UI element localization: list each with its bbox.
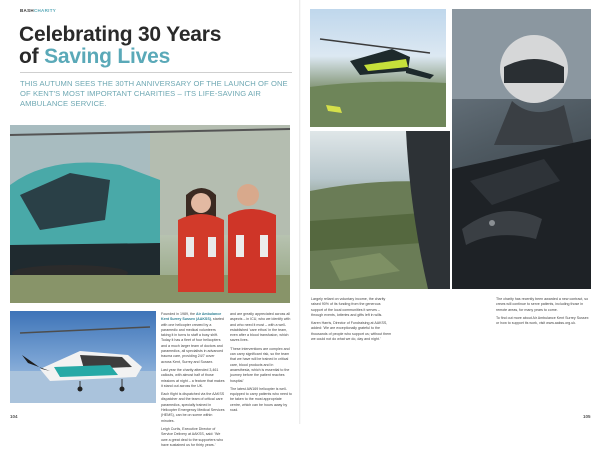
helicopter-above-field-photo [310,9,446,127]
aircrew-with-helicopter-photo [10,125,290,303]
pilot-cockpit-illustration [452,9,591,289]
headline-line-2a: of [19,45,45,68]
body-paragraph: Last year the charity attended 3,461 callouts, with almost half of those missions at night – a feature that makes it stand out across the UK. [161,367,225,388]
aircrew-with-helicopter-illustration [10,125,290,303]
body-column-3 [311,297,393,345]
body-column-2 [230,312,293,416]
headline-line-2b: Saving Lives [44,45,171,68]
pilot-cockpit-photo [452,9,591,289]
body-paragraph: Each flight is dispatched via the AAKSS dispatcher and the team of critical care paramedics, specially trained in Helicopter Emergency Medical Services (HEMS), can be on scene within minutes. [161,392,225,423]
body-text: , started with one helicopter crewed by a paramedic and medical volunteers taking it in turns to staff a busy shift. Today it has a fleet of four helicopters and a much larger team of doctors and paramedics, all specialists in advanced trauma care, providing 24/7 cover across Kent, Surrey and Sussex. [161,317,224,364]
page-gutter [299,0,301,424]
aerial-landscape-illustration [310,131,450,289]
section-tag [20,8,56,13]
helicopter-in-flight-illustration [10,311,156,403]
helicopter-above-field-illustration [310,9,446,127]
folio-right: 105 [583,414,591,419]
body-paragraph: Karen Harris, Director of Fundraising at AAKSS, added: 'We are exceptionally grateful to the thousands of people who support us; without them we could not do what we do, day and night.' [311,321,392,342]
helicopter-in-flight-photo [10,311,156,403]
headline [19,24,221,68]
body-paragraph: To find out more about Air Ambulance Kent Surrey Sussex or how to support its work, visit www.aakss.org.uk. [496,315,589,326]
body-paragraph: Leigh Curtis, Executive Director of Service Delivery at AAKSS, said: 'We owe a great deal to the supporters who have sustained us for thirty years.' [161,426,224,447]
aerial-landscape-photo [310,131,450,289]
headline-line-1: Celebrating 30 Years [19,23,222,46]
body-paragraph [161,312,225,365]
body-column-1 [161,312,225,451]
body-lead: Air Ambulance Kent Surrey Sussex (AAKSS) [161,312,222,322]
body-text: Founded in 1989, the [161,312,196,316]
section-tag-a: BASH [20,8,34,13]
body-paragraph: Largely reliant on voluntary income, the charity raised 90% of its funding from the generous support of the local communities it serves – through events, lotteries and gifts left in wills. [311,297,386,317]
folio-left: 104 [10,414,18,419]
body-paragraph: and are greatly appreciated across all aspects – in ICU, who we identify with and who need it most – with a well-established 'care ethos' in the team, even after a blood transfusion, which saves lives. [230,312,291,343]
body-paragraph: 'These interventions are complex and can carry significant risk, so the team that we have will be trained in critical care, blood products and in anaesthesia, which is essential to the journey before the patient reaches hospital.' [230,346,290,383]
body-column-4 [496,297,590,329]
headline-rule [20,72,292,73]
standfirst: THIS AUTUMN SEES THE 30TH ANNIVERSARY OF THE LAUNCH OF ONE OF KENT'S MOST IMPORTANT CHARITIES – ITS LIFE-SAVING AIR AMBULANCE SERVICE. [20,79,288,108]
body-paragraph: The latest AW169 helicopter is well-equipped to carry patients who need to be taken to the most appropriate centre, which can be hours away by road. [230,386,292,413]
body-paragraph: The charity has recently been awarded a new contract, so crews will continue to serve patients, including those in remote areas, for many years to come. [496,297,589,312]
section-tag-b: CHARITY [33,8,57,13]
